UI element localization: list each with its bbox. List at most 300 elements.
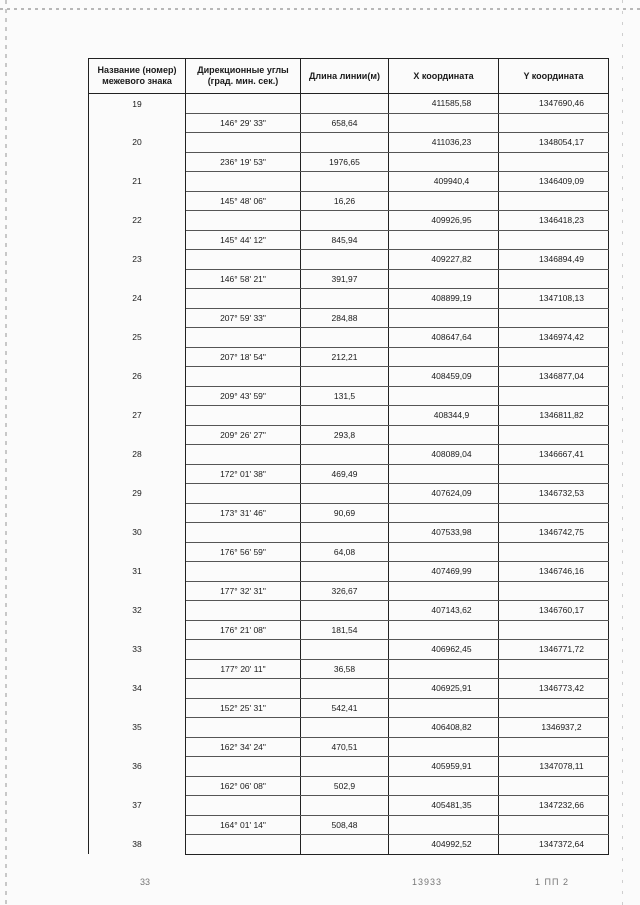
line-length-cell <box>301 152 389 172</box>
line-length-cell <box>301 815 389 835</box>
line-length-cell <box>301 796 389 816</box>
line-length-cell <box>301 698 389 718</box>
x-coordinate-cell-text: 404992,52 <box>431 839 472 850</box>
table-row-segment <box>89 386 609 406</box>
x-coordinate-cell <box>389 191 499 211</box>
line-length-cell <box>301 113 389 133</box>
footer-stamp-code: 13933 <box>412 877 443 887</box>
line-length-cell <box>301 523 389 543</box>
y-coordinate-cell-text: 1346773,42 <box>539 683 584 694</box>
x-coordinate-cell <box>389 308 499 328</box>
line-length-cell <box>301 211 389 231</box>
y-coordinate-cell <box>499 659 609 679</box>
x-coordinate-cell <box>389 523 499 543</box>
direction-angle-cell <box>186 328 301 348</box>
mark-name-cell-text: 28 <box>132 449 142 460</box>
direction-angle-cell-text: 172° 01' 38" <box>220 468 266 479</box>
y-coordinate-cell <box>499 308 609 328</box>
direction-angle-cell <box>186 152 301 172</box>
y-coordinate-cell <box>499 796 609 816</box>
x-coordinate-cell-text: 408647,64 <box>431 332 472 343</box>
direction-angle-cell <box>186 289 301 309</box>
y-coordinate-cell-text: 1346937,2 <box>541 722 582 733</box>
table-row-mark <box>89 562 609 582</box>
mark-name-cell <box>89 308 186 328</box>
x-coordinate-cell-text: 406925,91 <box>431 683 472 694</box>
line-length-cell-text: 542,41 <box>331 702 358 713</box>
x-coordinate-cell <box>389 230 499 250</box>
direction-angle-cell <box>186 406 301 426</box>
x-coordinate-cell <box>389 386 499 406</box>
mark-name-cell-text: 35 <box>132 722 142 733</box>
line-length-cell-text: 293,8 <box>333 429 356 440</box>
x-coordinate-cell <box>389 269 499 289</box>
y-coordinate-cell <box>499 152 609 172</box>
y-coordinate-cell-text: 1346894,49 <box>539 254 584 265</box>
line-length-cell-text: 470,51 <box>331 741 358 752</box>
direction-angle-cell-text: 176° 56' 59" <box>220 546 266 557</box>
direction-angle-cell <box>186 581 301 601</box>
direction-angle-cell <box>186 523 301 543</box>
direction-angle-cell <box>186 211 301 231</box>
mark-name-cell-text: 37 <box>132 800 142 811</box>
direction-angle-cell <box>186 503 301 523</box>
y-coordinate-cell <box>499 113 609 133</box>
x-coordinate-cell-text: 407143,62 <box>431 605 472 616</box>
y-coordinate-cell <box>499 737 609 757</box>
y-coordinate-cell <box>499 269 609 289</box>
x-coordinate-cell-text: 411585,58 <box>431 98 472 109</box>
y-coordinate-cell <box>499 757 609 777</box>
y-coordinate-cell-text: 1348054,17 <box>539 137 584 148</box>
direction-angle-cell <box>186 425 301 445</box>
y-coordinate-cell <box>499 620 609 640</box>
mark-name-cell-text: 32 <box>132 605 142 616</box>
y-coordinate-cell <box>499 835 609 855</box>
line-length-cell <box>301 835 389 855</box>
x-coordinate-cell <box>389 464 499 484</box>
mark-name-cell <box>89 289 186 309</box>
y-coordinate-cell <box>499 289 609 309</box>
mark-name-cell <box>89 737 186 757</box>
mark-name-cell-text: 33 <box>132 644 142 655</box>
mark-name-cell-text: 21 <box>132 176 142 187</box>
y-coordinate-cell-text: 1346746,16 <box>539 566 584 577</box>
x-coordinate-cell-text: 405959,91 <box>431 761 472 772</box>
x-coordinate-cell <box>389 172 499 192</box>
table-row-segment <box>89 698 609 718</box>
line-length-cell <box>301 601 389 621</box>
table-row-segment <box>89 347 609 367</box>
mark-name-cell <box>89 191 186 211</box>
line-length-cell <box>301 191 389 211</box>
line-length-cell <box>301 679 389 699</box>
x-coordinate-cell-text: 408899,19 <box>431 293 472 304</box>
x-coordinate-cell <box>389 601 499 621</box>
y-coordinate-cell <box>499 94 609 114</box>
mark-name-cell-text: 24 <box>132 293 142 304</box>
table-row-mark <box>89 133 609 153</box>
x-coordinate-cell <box>389 445 499 465</box>
direction-angle-cell-text: 146° 29' 33" <box>220 117 266 128</box>
mark-name-cell <box>89 94 186 114</box>
x-coordinate-cell <box>389 328 499 348</box>
direction-angle-cell <box>186 250 301 270</box>
mark-name-cell <box>89 796 186 816</box>
line-length-cell <box>301 406 389 426</box>
direction-angle-cell <box>186 757 301 777</box>
header-line-length: Длина линии(м) <box>301 59 389 94</box>
y-coordinate-cell <box>499 562 609 582</box>
x-coordinate-cell-text: 409926,95 <box>431 215 472 226</box>
direction-angle-cell-text: 177° 32' 31" <box>220 585 266 596</box>
table-row-segment <box>89 620 609 640</box>
line-length-cell-text: 212,21 <box>331 351 358 362</box>
x-coordinate-cell <box>389 113 499 133</box>
x-coordinate-cell <box>389 620 499 640</box>
table-row-mark <box>89 718 609 738</box>
line-length-cell <box>301 484 389 504</box>
line-length-cell-text: 469,49 <box>331 468 358 479</box>
mark-name-cell <box>89 425 186 445</box>
line-length-cell <box>301 737 389 757</box>
direction-angle-cell <box>186 698 301 718</box>
direction-angle-cell-text: 145° 48' 06" <box>220 195 266 206</box>
direction-angle-cell <box>186 269 301 289</box>
y-coordinate-cell-text: 1346760,17 <box>539 605 584 616</box>
direction-angle-cell <box>186 367 301 387</box>
y-coordinate-cell <box>499 386 609 406</box>
scan-line-right <box>622 0 623 905</box>
header-direction-angle: Дирекционные углы (град. мин. сек.) <box>186 59 301 94</box>
y-coordinate-cell <box>499 230 609 250</box>
line-length-cell <box>301 445 389 465</box>
y-coordinate-cell-text: 1346667,41 <box>539 449 584 460</box>
x-coordinate-cell-text: 411036,23 <box>431 137 472 148</box>
direction-angle-cell <box>186 562 301 582</box>
scan-line-left <box>5 0 7 905</box>
line-length-cell <box>301 94 389 114</box>
x-coordinate-cell <box>389 640 499 660</box>
table-row-segment <box>89 737 609 757</box>
line-length-cell-text: 658,64 <box>331 117 358 128</box>
line-length-cell-text: 502,9 <box>333 780 356 791</box>
y-coordinate-cell-text: 1346742,75 <box>539 527 584 538</box>
mark-name-cell-text: 29 <box>132 488 142 499</box>
mark-name-cell <box>89 367 186 387</box>
y-coordinate-cell <box>499 347 609 367</box>
y-coordinate-cell <box>499 191 609 211</box>
x-coordinate-cell <box>389 425 499 445</box>
mark-name-cell-text: 38 <box>132 839 142 850</box>
x-coordinate-cell-text: 408344,9 <box>433 410 470 421</box>
y-coordinate-cell <box>499 640 609 660</box>
x-coordinate-cell <box>389 562 499 582</box>
x-coordinate-cell <box>389 289 499 309</box>
mark-name-cell <box>89 757 186 777</box>
y-coordinate-cell <box>499 484 609 504</box>
header-x-coordinate: X координата <box>389 59 499 94</box>
y-coordinate-cell-text: 1346409,09 <box>539 176 584 187</box>
table-row-mark <box>89 835 609 855</box>
line-length-cell <box>301 659 389 679</box>
x-coordinate-cell <box>389 503 499 523</box>
table-row-segment <box>89 542 609 562</box>
mark-name-cell <box>89 718 186 738</box>
y-coordinate-cell <box>499 445 609 465</box>
x-coordinate-cell <box>389 796 499 816</box>
scan-edge-top <box>0 8 640 10</box>
y-coordinate-cell <box>499 523 609 543</box>
mark-name-cell-text: 22 <box>132 215 142 226</box>
line-length-cell <box>301 230 389 250</box>
x-coordinate-cell <box>389 679 499 699</box>
line-length-cell <box>301 542 389 562</box>
direction-angle-cell-text: 162° 06' 08" <box>220 780 266 791</box>
mark-name-cell-text: 30 <box>132 527 142 538</box>
y-coordinate-cell-text: 1347372,64 <box>539 839 584 850</box>
y-coordinate-cell <box>499 464 609 484</box>
direction-angle-cell-text: 152° 25' 31" <box>220 702 266 713</box>
x-coordinate-cell-text: 406962,45 <box>431 644 472 655</box>
x-coordinate-cell <box>389 698 499 718</box>
line-length-cell <box>301 620 389 640</box>
x-coordinate-cell-text: 407533,98 <box>431 527 472 538</box>
direction-angle-cell <box>186 308 301 328</box>
y-coordinate-cell-text: 1347690,46 <box>539 98 584 109</box>
y-coordinate-cell-text: 1346974,42 <box>539 332 584 343</box>
line-length-cell <box>301 347 389 367</box>
x-coordinate-cell <box>389 581 499 601</box>
y-coordinate-cell-text: 1346877,04 <box>539 371 584 382</box>
table-row-mark <box>89 94 609 114</box>
y-coordinate-cell <box>499 718 609 738</box>
y-coordinate-cell <box>499 601 609 621</box>
line-length-cell-text: 1976,65 <box>329 156 360 167</box>
x-coordinate-cell-text: 408459,09 <box>431 371 472 382</box>
y-coordinate-cell <box>499 815 609 835</box>
y-coordinate-cell-text: 1346811,82 <box>539 410 584 421</box>
table-row-mark <box>89 289 609 309</box>
x-coordinate-cell <box>389 133 499 153</box>
y-coordinate-cell <box>499 328 609 348</box>
table-row-mark <box>89 484 609 504</box>
direction-angle-cell <box>186 835 301 855</box>
direction-angle-cell-text: 173° 31' 46" <box>220 507 266 518</box>
x-coordinate-cell <box>389 94 499 114</box>
direction-angle-cell <box>186 191 301 211</box>
direction-angle-cell-text: 177° 20' 11" <box>220 663 266 674</box>
mark-name-cell <box>89 835 186 855</box>
table-row-segment <box>89 776 609 796</box>
line-length-cell <box>301 503 389 523</box>
table-row-segment <box>89 464 609 484</box>
direction-angle-cell <box>186 679 301 699</box>
direction-angle-cell <box>186 640 301 660</box>
line-length-cell <box>301 581 389 601</box>
table-row-segment <box>89 581 609 601</box>
mark-name-cell-text: 27 <box>132 410 142 421</box>
direction-angle-cell-text: 145° 44' 12" <box>220 234 266 245</box>
direction-angle-cell <box>186 113 301 133</box>
table-row-mark <box>89 406 609 426</box>
mark-name-cell <box>89 659 186 679</box>
direction-angle-cell <box>186 133 301 153</box>
mark-name-cell-text: 36 <box>132 761 142 772</box>
page-number: 33 <box>140 877 151 887</box>
mark-name-cell <box>89 211 186 231</box>
table-row-mark <box>89 679 609 699</box>
mark-name-cell <box>89 776 186 796</box>
x-coordinate-cell <box>389 152 499 172</box>
direction-angle-cell <box>186 172 301 192</box>
y-coordinate-cell-text: 1346418,23 <box>539 215 584 226</box>
mark-name-cell <box>89 152 186 172</box>
y-coordinate-cell <box>499 211 609 231</box>
line-length-cell <box>301 289 389 309</box>
mark-name-cell <box>89 601 186 621</box>
y-coordinate-cell <box>499 698 609 718</box>
direction-angle-cell <box>186 620 301 640</box>
y-coordinate-cell-text: 1347078,11 <box>539 761 584 772</box>
y-coordinate-cell-text: 1347108,13 <box>539 293 584 304</box>
line-length-cell-text: 508,48 <box>331 819 358 830</box>
line-length-cell-text: 131,5 <box>333 390 356 401</box>
table-row-segment <box>89 191 609 211</box>
table-row-segment <box>89 425 609 445</box>
x-coordinate-cell-text: 409227,82 <box>431 254 472 265</box>
direction-angle-cell-text: 164° 01' 14" <box>220 819 266 830</box>
mark-name-cell <box>89 484 186 504</box>
direction-angle-cell <box>186 737 301 757</box>
table-row-segment <box>89 269 609 289</box>
header-mark-name: Название (номер) межевого знака <box>89 59 186 94</box>
mark-name-cell-text: 31 <box>132 566 142 577</box>
line-length-cell <box>301 367 389 387</box>
mark-name-cell <box>89 328 186 348</box>
table-row-mark <box>89 640 609 660</box>
direction-angle-cell <box>186 464 301 484</box>
table-body <box>89 94 609 855</box>
y-coordinate-cell <box>499 250 609 270</box>
x-coordinate-cell <box>389 347 499 367</box>
mark-name-cell <box>89 542 186 562</box>
direction-angle-cell <box>186 796 301 816</box>
y-coordinate-cell <box>499 367 609 387</box>
mark-name-cell <box>89 172 186 192</box>
line-length-cell-text: 64,08 <box>333 546 356 557</box>
direction-angle-cell-text: 162° 34' 24" <box>220 741 266 752</box>
x-coordinate-cell <box>389 211 499 231</box>
direction-angle-cell <box>186 445 301 465</box>
direction-angle-cell-text: 176° 21' 08" <box>220 624 266 635</box>
line-length-cell <box>301 640 389 660</box>
direction-angle-cell-text: 209° 26' 27" <box>220 429 266 440</box>
mark-name-cell <box>89 386 186 406</box>
mark-name-cell-text: 20 <box>132 137 142 148</box>
direction-angle-cell-text: 146° 58' 21" <box>220 273 266 284</box>
y-coordinate-cell <box>499 679 609 699</box>
mark-name-cell <box>89 250 186 270</box>
mark-name-cell <box>89 562 186 582</box>
line-length-cell-text: 90,69 <box>333 507 356 518</box>
x-coordinate-cell-text: 406408,82 <box>431 722 472 733</box>
line-length-cell-text: 845,94 <box>331 234 358 245</box>
line-length-cell-text: 391,97 <box>331 273 358 284</box>
direction-angle-cell <box>186 659 301 679</box>
direction-angle-cell <box>186 718 301 738</box>
line-length-cell <box>301 386 389 406</box>
direction-angle-cell-text: 207° 18' 54" <box>220 351 266 362</box>
table-row-segment <box>89 230 609 250</box>
mark-name-cell <box>89 133 186 153</box>
mark-name-cell <box>89 620 186 640</box>
x-coordinate-cell <box>389 250 499 270</box>
table-row-mark <box>89 601 609 621</box>
table-row-segment <box>89 815 609 835</box>
mark-name-cell-text: 25 <box>132 332 142 343</box>
y-coordinate-cell <box>499 133 609 153</box>
x-coordinate-cell <box>389 815 499 835</box>
line-length-cell-text: 36,58 <box>333 663 356 674</box>
direction-angle-cell <box>186 542 301 562</box>
y-coordinate-cell-text: 1346732,53 <box>539 488 584 499</box>
line-length-cell <box>301 250 389 270</box>
direction-angle-cell <box>186 230 301 250</box>
line-length-cell-text: 181,54 <box>331 624 358 635</box>
y-coordinate-cell <box>499 776 609 796</box>
table-row-mark <box>89 796 609 816</box>
line-length-cell <box>301 464 389 484</box>
y-coordinate-cell <box>499 542 609 562</box>
mark-name-cell <box>89 406 186 426</box>
line-length-cell <box>301 133 389 153</box>
table-row-mark <box>89 172 609 192</box>
table-row-mark <box>89 445 609 465</box>
table-row-segment <box>89 308 609 328</box>
mark-name-cell <box>89 464 186 484</box>
table-row-segment <box>89 659 609 679</box>
line-length-cell <box>301 718 389 738</box>
mark-name-cell <box>89 698 186 718</box>
mark-name-cell-text: 34 <box>132 683 142 694</box>
mark-name-cell <box>89 640 186 660</box>
x-coordinate-cell-text: 407624,09 <box>431 488 472 499</box>
line-length-cell <box>301 562 389 582</box>
x-coordinate-cell-text: 408089,04 <box>431 449 472 460</box>
direction-angle-cell <box>186 601 301 621</box>
mark-name-cell-text: 19 <box>132 98 142 109</box>
direction-angle-cell-text: 209° 43' 59" <box>220 390 266 401</box>
footer-stamp-mark: 1 ПП 2 <box>535 877 569 887</box>
line-length-cell <box>301 308 389 328</box>
mark-name-cell <box>89 347 186 367</box>
x-coordinate-cell <box>389 737 499 757</box>
line-length-cell-text: 284,88 <box>331 312 358 323</box>
direction-angle-cell <box>186 776 301 796</box>
table-row-mark <box>89 250 609 270</box>
x-coordinate-cell <box>389 659 499 679</box>
header-y-coordinate: Y координата <box>499 59 609 94</box>
table-row-mark <box>89 328 609 348</box>
x-coordinate-cell <box>389 406 499 426</box>
x-coordinate-cell <box>389 484 499 504</box>
x-coordinate-cell <box>389 367 499 387</box>
direction-angle-cell <box>186 347 301 367</box>
x-coordinate-cell-text: 407469,99 <box>431 566 472 577</box>
mark-name-cell <box>89 581 186 601</box>
x-coordinate-cell <box>389 542 499 562</box>
